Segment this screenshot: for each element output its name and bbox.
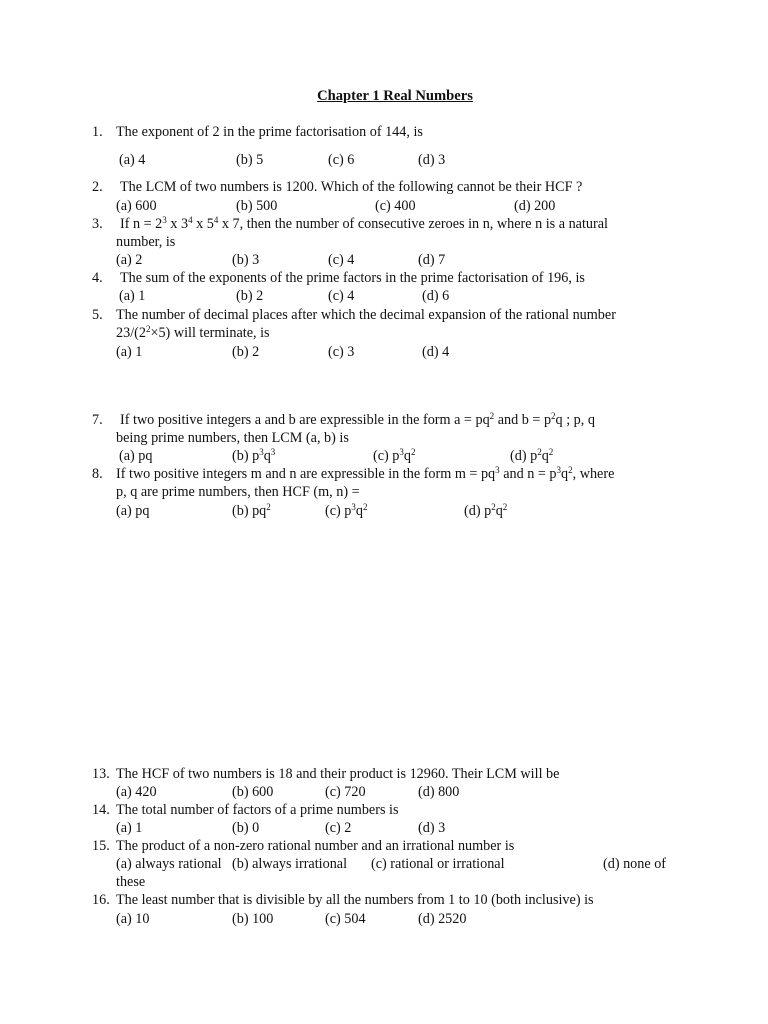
question-text: The LCM of two numbers is 1200. Which of the following cannot be their HCF ? [120, 179, 583, 195]
question-text: The number of decimal places after which the decimal expansion of the rational number [116, 307, 616, 323]
question-text: The HCF of two numbers is 18 and their product is 12960. Their LCM will be [116, 766, 560, 782]
question-number: 16. [92, 892, 110, 908]
option-d: (d) $p^2q^2$ [464, 502, 508, 519]
option-b: (b) 5 [236, 152, 264, 168]
question-number: 7. [92, 412, 103, 428]
option-b: (b) 2 [232, 344, 260, 360]
question-number: 3. [92, 216, 103, 232]
question-text: The sum of the exponents of the prime factors in the prime factorisation of 196, is [120, 270, 585, 286]
question-text-continued: number, is [116, 234, 176, 250]
option-c: (c) 4 [328, 252, 355, 268]
question-number: 13. [92, 766, 110, 782]
option-d: (d) 2520 [418, 911, 467, 927]
question-number: 8. [92, 466, 103, 482]
question-text: If $n = 2^3$ x $3^4$ x $5^4$ x 7, then the number of consecutive zeroes in n, where n is a natural [120, 215, 608, 232]
page-title: Chapter 1 Real Numbers [317, 88, 473, 104]
option-a: (a) 4 [119, 152, 146, 168]
option-b: (b) 600 [232, 784, 274, 800]
option-a: (a) 10 [116, 911, 150, 927]
option-b: (b) 3 [232, 252, 260, 268]
option-a: (a) pq [116, 503, 150, 519]
option-a: (a) 1 [116, 820, 143, 836]
question-number: 15. [92, 838, 110, 854]
option-b: (b) $p^3q^3$ [232, 447, 276, 464]
option-c: (c) 504 [325, 911, 366, 927]
option-c: (c) $p^3q^2$ [373, 447, 416, 464]
question-text: If two positive integers a and b are expressible in the form $a = pq^2$ and $b = p^2q$ ; p, q [120, 411, 595, 428]
question-text-continued: p, q are prime numbers, then HCF (m, n) = [116, 484, 360, 500]
question-number: 14. [92, 802, 110, 818]
option-d: (d) 200 [514, 198, 556, 214]
option-c: (c) 4 [328, 288, 355, 304]
option-d: (d) 3 [418, 152, 446, 168]
question-number: 5. [92, 307, 103, 323]
question-number: 2. [92, 179, 103, 195]
option-c: (c) rational or irrational [371, 856, 505, 872]
option-b: (b) 100 [232, 911, 274, 927]
question-text: If two positive integers m and n are expressible in the form $m = pq^3$ and $n = p^3q^2$, where [116, 465, 615, 482]
question-text: The product of a non-zero rational number and an irrational number is [116, 838, 515, 854]
option-d-continued: these [116, 874, 146, 890]
option-c: (c) 720 [325, 784, 366, 800]
option-d: (d) 3 [418, 820, 446, 836]
question-text: The least number that is divisible by all the numbers from 1 to 10 (both inclusive) is [116, 892, 594, 908]
option-b: (b) 500 [236, 198, 278, 214]
option-a: (a) 420 [116, 784, 157, 800]
option-c: (c) 400 [375, 198, 416, 214]
option-d: (d) $p^2q^2$ [510, 447, 554, 464]
option-a: (a) pq [119, 448, 153, 464]
question-number: 4. [92, 270, 103, 286]
option-b: (b) always irrational [232, 856, 348, 872]
option-c: (c) 6 [328, 152, 355, 168]
option-c: (c) 3 [328, 344, 355, 360]
option-a: (a) always rational [116, 856, 222, 872]
option-d: (d) 7 [418, 252, 446, 268]
option-b: (b) 0 [232, 820, 260, 836]
option-d: (d) 4 [422, 344, 450, 360]
option-a: (a) 600 [116, 198, 157, 214]
option-d: (d) 6 [422, 288, 450, 304]
question-number: 1. [92, 124, 103, 140]
option-a: (a) 1 [116, 344, 143, 360]
option-a: (a) 1 [119, 288, 146, 304]
option-d: (d) 800 [418, 784, 460, 800]
question-text-continued: being prime numbers, then LCM (a, b) is [116, 430, 349, 446]
option-d: (d) none of [603, 856, 667, 872]
option-a: (a) 2 [116, 252, 143, 268]
option-c: (c) $p^3q^2$ [325, 502, 368, 519]
option-b: (b) 2 [236, 288, 264, 304]
option-b: (b) $pq^2$ [232, 502, 271, 519]
question-text-continued: $23/(2^2\times 5)$ will terminate, is [116, 324, 270, 341]
question-text: The total number of factors of a prime numbers is [116, 802, 399, 818]
question-text: The exponent of 2 in the prime factorisation of 144, is [116, 124, 423, 140]
option-c: (c) 2 [325, 820, 352, 836]
